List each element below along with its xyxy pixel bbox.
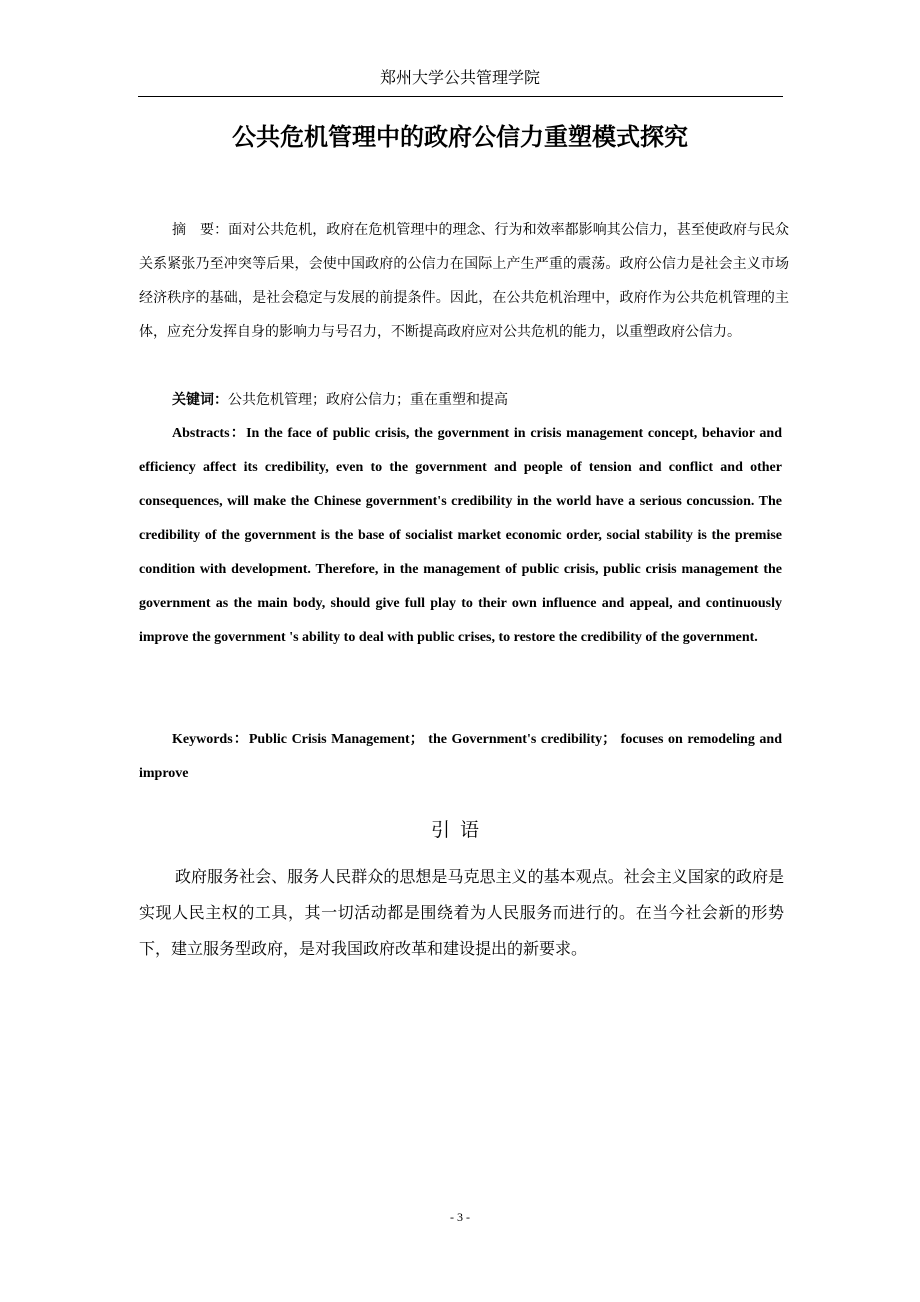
english-abstract bbox=[139, 417, 782, 655]
section-heading: 引语 bbox=[430, 819, 489, 841]
english-keywords-text: Public Crisis Management； the Government's credibility； focuses on remodeling and improve bbox=[139, 732, 782, 781]
chinese-keywords-label: 关键词： bbox=[172, 392, 228, 408]
chinese-keywords bbox=[139, 383, 789, 417]
english-keywords-label: Keywords： bbox=[172, 732, 249, 747]
running-header: 郑州大学公共管理学院 bbox=[379, 68, 540, 87]
chinese-abstract bbox=[139, 213, 789, 349]
chinese-abstract-label: 摘 要： bbox=[172, 222, 229, 238]
page-number: - 3 - bbox=[450, 1210, 470, 1224]
english-abstract-label: Abstracts： bbox=[172, 426, 247, 441]
paper-title: 公共危机管理中的政府公信力重塑模式探究 bbox=[232, 123, 688, 151]
english-abstract-text: In the face of public crisis, the government in crisis management concept, behavior and efficiency affect its credibility, even to the government and people of tension and conflict and other consequences, will make the Chinese government's credibility in the world have a serious concussion. The credibility of the government is the base of socialist market economic order, social stability is the premise condition with development. Therefore, in the management of public crisis, public crisis management the government as the main body, should give full play to their own influence and appeal, and continuously improve the government 's ability to deal with public crises, to restore the credibility of the government. bbox=[139, 426, 783, 645]
header-rule bbox=[138, 96, 783, 97]
body-paragraph: 政府服务社会、服务人民群众的思想是马克思主义的基本观点。社会主义国家的政府是实现人民主权的工具，其一切活动都是围绕着为人民服务而进行的。在当今社会新的形势下，建立服务型政府，是对我国政府改革和建设提出的新要求。 bbox=[139, 867, 784, 958]
chinese-keywords-text: 公共危机管理；政府公信力；重在重塑和提高 bbox=[228, 392, 508, 408]
english-keywords bbox=[139, 723, 782, 791]
chinese-abstract-text: 面对公共危机，政府在危机管理中的理念、行为和效率都影响其公信力，甚至使政府与民众关系紧张乃至冲突等后果，会使中国政府的公信力在国际上产生严重的震荡。政府公信力是社会主义市场经济秩序的基础，是社会稳定与发展的前提条件。因此，在公共危机治理中，政府作为公共危机管理的主体，应充分发挥自身的影响力与号召力，不断提高政府应对公共危机的能力，以重塑政府公信力。 bbox=[139, 222, 789, 340]
